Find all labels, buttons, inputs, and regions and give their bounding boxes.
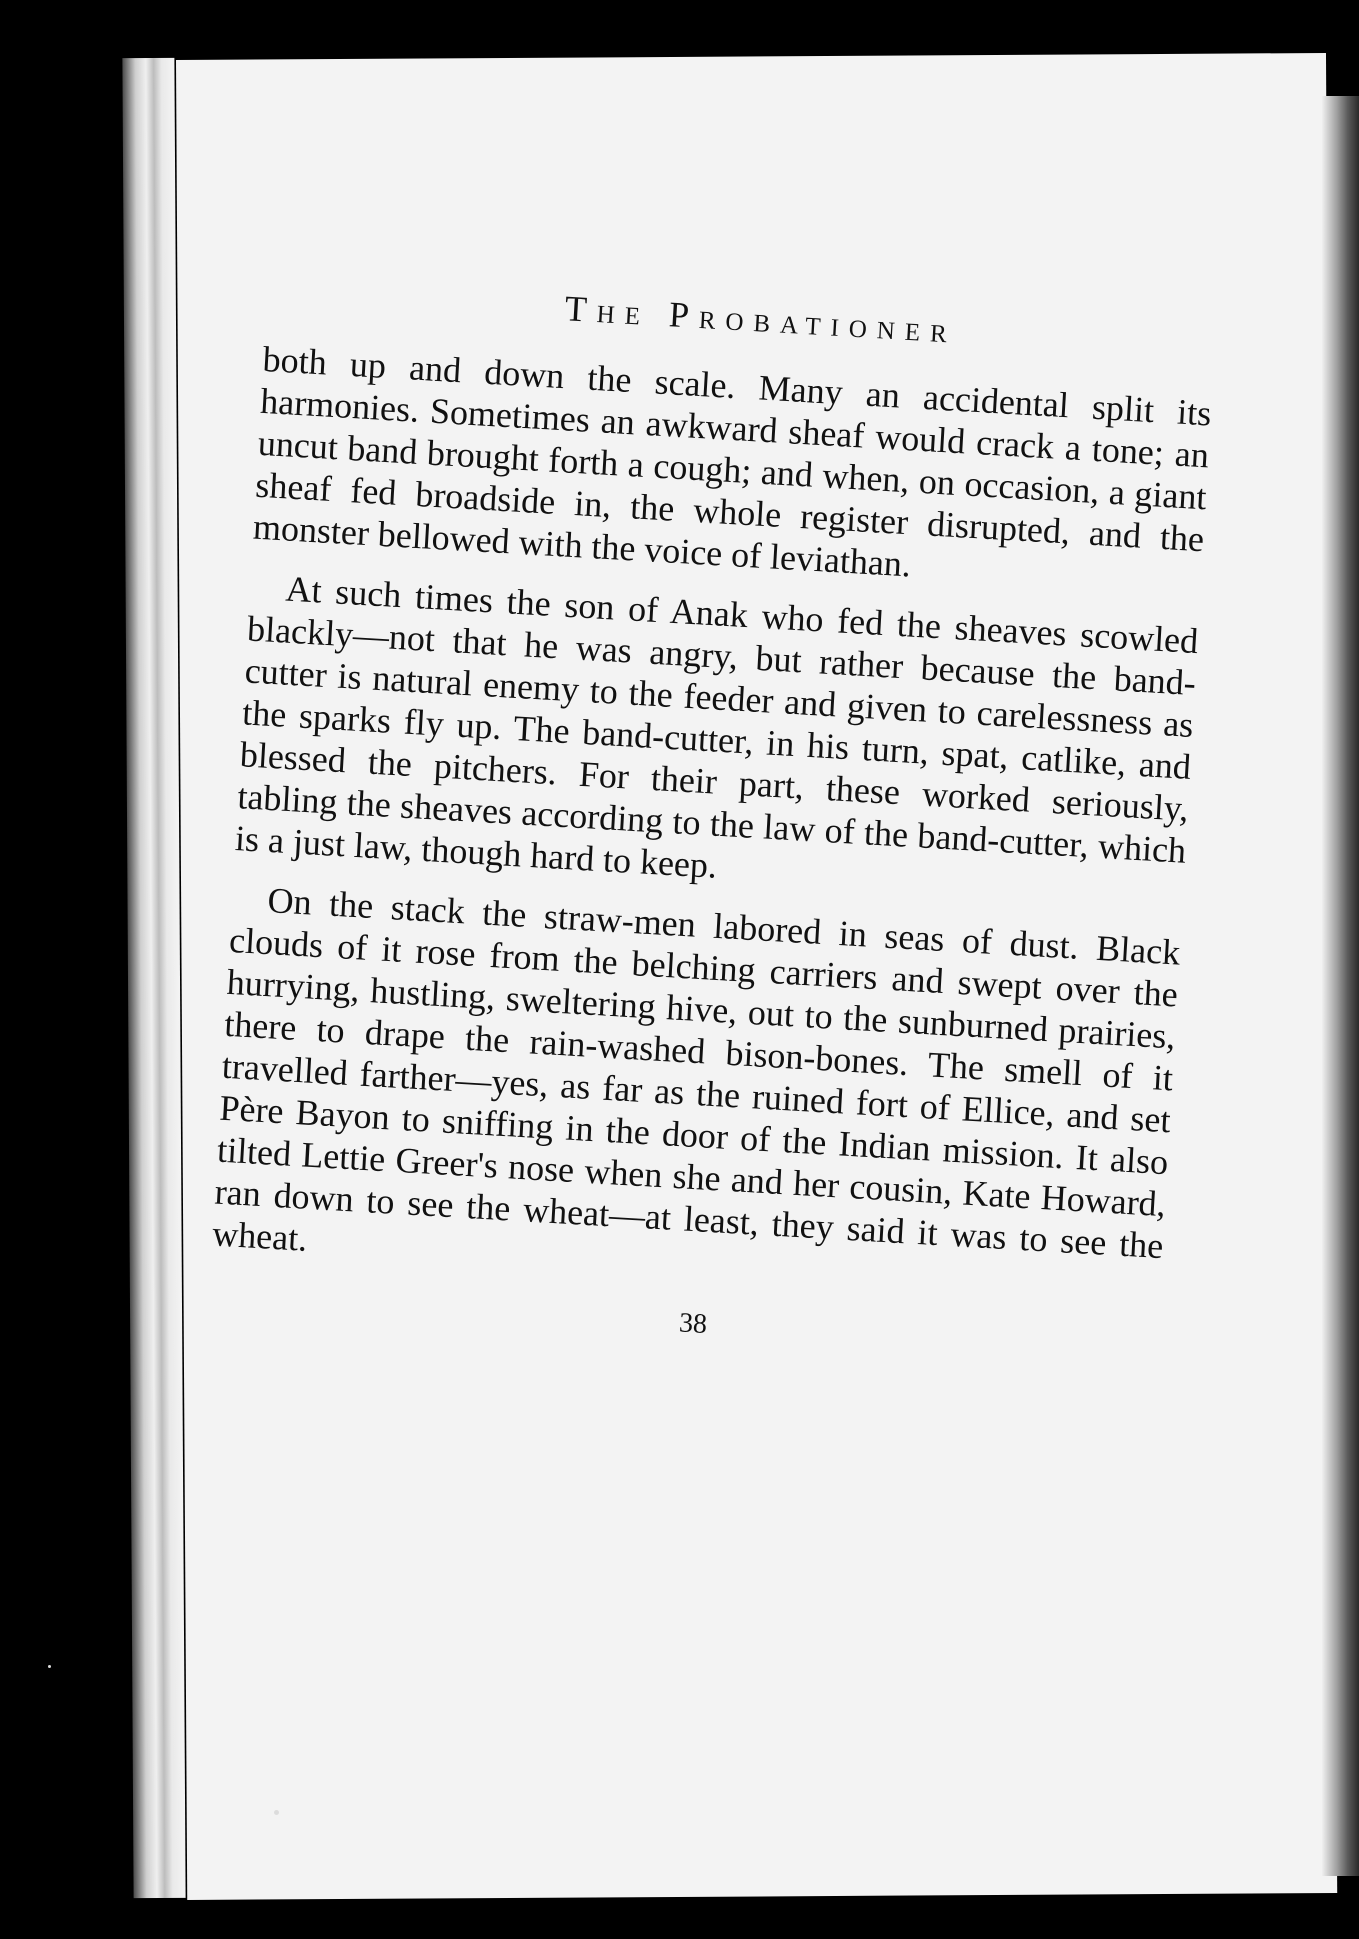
- dust-speck: [48, 1665, 51, 1668]
- paragraph: both up and down the scale. Many an accidental split its harmonies. Sometimes an awkward sheaf would crack a tone; an uncut band brought forth a cough; and when, on occasion, a giant sheaf fed broadside in, the whole register disrupted, and the monster bellowed with the voice of leviathan.: [252, 338, 1213, 585]
- page-text-block: [208, 270, 1217, 1367]
- page-number: 38: [678, 1307, 708, 1340]
- paragraph: At such times the son of Anak who fed the sheaves scowled blackly—not that he was angry, but rather because the band-cutter is natural enemy to the feeder and given to carelessness as the sparks fly up. The band-cutter, in his turn, spat, catlike, and blessed the pitchers. For their part, these worked seriously, tabling the sheaves according to the law of the band-cutter, which is a just law, though hard to keep.: [234, 568, 1200, 886]
- paragraph: On the stack the straw-men labored in seas of dust. Black clouds of it rose from the belching carriers and swept over the hurrying, hustling, sweltering hive, out to the sunburned prairies, there to drape the rain-washed bison-bones. The smell of it travelled farther—yes, as far as the ruined fort of Ellice, and set Père Bayon to sniffing in the door of the Indian mission. It also tilted Lettie Greer's nose when she and her cousin, Kate Howard, ran down to see the wheat—at least, they said it was to see the wheat.: [211, 880, 1182, 1267]
- dust-speck: [274, 1810, 279, 1815]
- page-right-edge: [1322, 96, 1359, 1876]
- running-head: The Probationer: [563, 288, 959, 351]
- book-spine-edge: [122, 58, 185, 1898]
